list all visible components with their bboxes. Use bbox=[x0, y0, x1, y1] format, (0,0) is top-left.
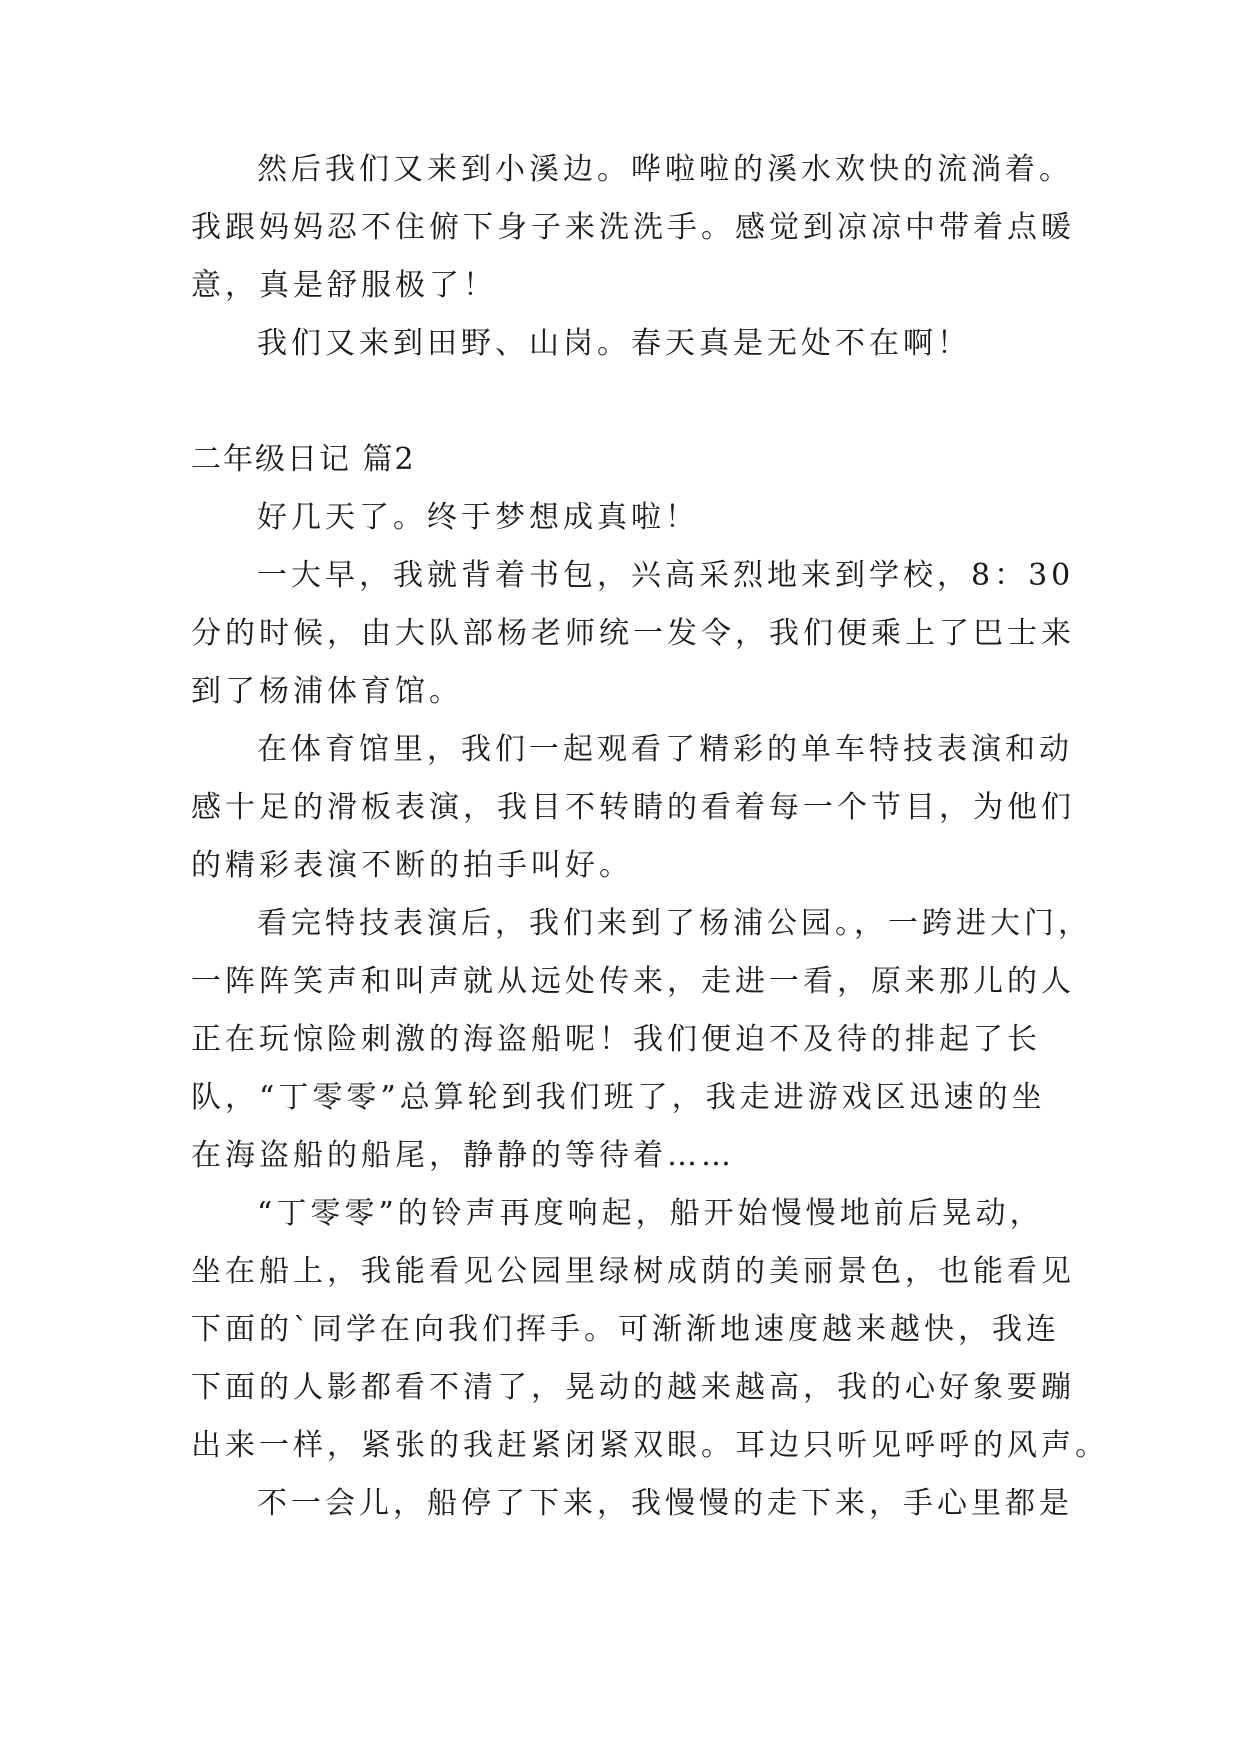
paragraph-line: 下面的`同学在向我们挥手。可渐渐地速度越来越快，我连 bbox=[191, 1312, 1060, 1347]
paragraph-line: 在海盗船的船尾，静静的等待着…… bbox=[191, 1138, 735, 1173]
paragraph-line: 的精彩表演不断的拍手叫好。 bbox=[191, 848, 633, 883]
paragraph-line: 在体育馆里，我们一起观看了精彩的单车特技表演和动 bbox=[257, 732, 1073, 767]
paragraph-line: 然后我们又来到小溪边。哗啦啦的溪水欢快的流淌着。 bbox=[257, 152, 1073, 187]
paragraph-line: 队，“丁零零”总算轮到我们班了，我走进游戏区迅速的坐 bbox=[191, 1080, 1046, 1115]
paragraph-line: 到了杨浦体育馆。 bbox=[191, 674, 463, 709]
paragraph-line: 感十足的滑板表演，我目不转睛的看着每一个节目，为他们 bbox=[191, 790, 1075, 825]
paragraph-line: 不一会儿，船停了下来，我慢慢的走下来，手心里都是 bbox=[257, 1486, 1073, 1521]
paragraph-line: 坐在船上，我能看见公园里绿树成荫的美丽景色，也能看见 bbox=[191, 1254, 1075, 1289]
paragraph-line: 一阵阵笑声和叫声就从远处传来，走进一看，原来那儿的人 bbox=[191, 964, 1075, 999]
paragraph-line: 好几天了。终于梦想成真啦！ bbox=[257, 500, 699, 535]
paragraph-line: “丁零零”的铃声再度响起，船开始慢慢地前后晃动， bbox=[257, 1196, 1044, 1231]
paragraph-line: 正在玩惊险刺激的海盗船呢！我们便迫不及待的排起了长 bbox=[191, 1022, 1041, 1057]
paragraph-line: 一大早，我就背着书包，兴高采烈地来到学校，8：30 bbox=[257, 558, 1075, 593]
paragraph-line: 看完特技表演后，我们来到了杨浦公园。，一跨进大门， bbox=[257, 906, 1092, 941]
paragraph-line: 分的时候，由大队部杨老师统一发令，我们便乘上了巴士来 bbox=[191, 616, 1075, 651]
paragraph-line: 我们又来到田野、山岗。春天真是无处不在啊！ bbox=[257, 326, 971, 361]
paragraph-line: 意，真是舒服极了！ bbox=[191, 268, 497, 303]
paragraph-line: 下面的人影都看不清了，晃动的越来越高，我的心好象要蹦 bbox=[191, 1370, 1075, 1405]
paragraph-line: 我跟妈妈忍不住俯下身子来洗洗手。感觉到凉凉中带着点暖 bbox=[191, 210, 1075, 245]
section-heading: 二年级日记 篇2 bbox=[191, 442, 416, 477]
paragraph-line: 出来一样，紧张的我赶紧闭紧双眼。耳边只听见呼呼的风声。 bbox=[191, 1428, 1109, 1463]
